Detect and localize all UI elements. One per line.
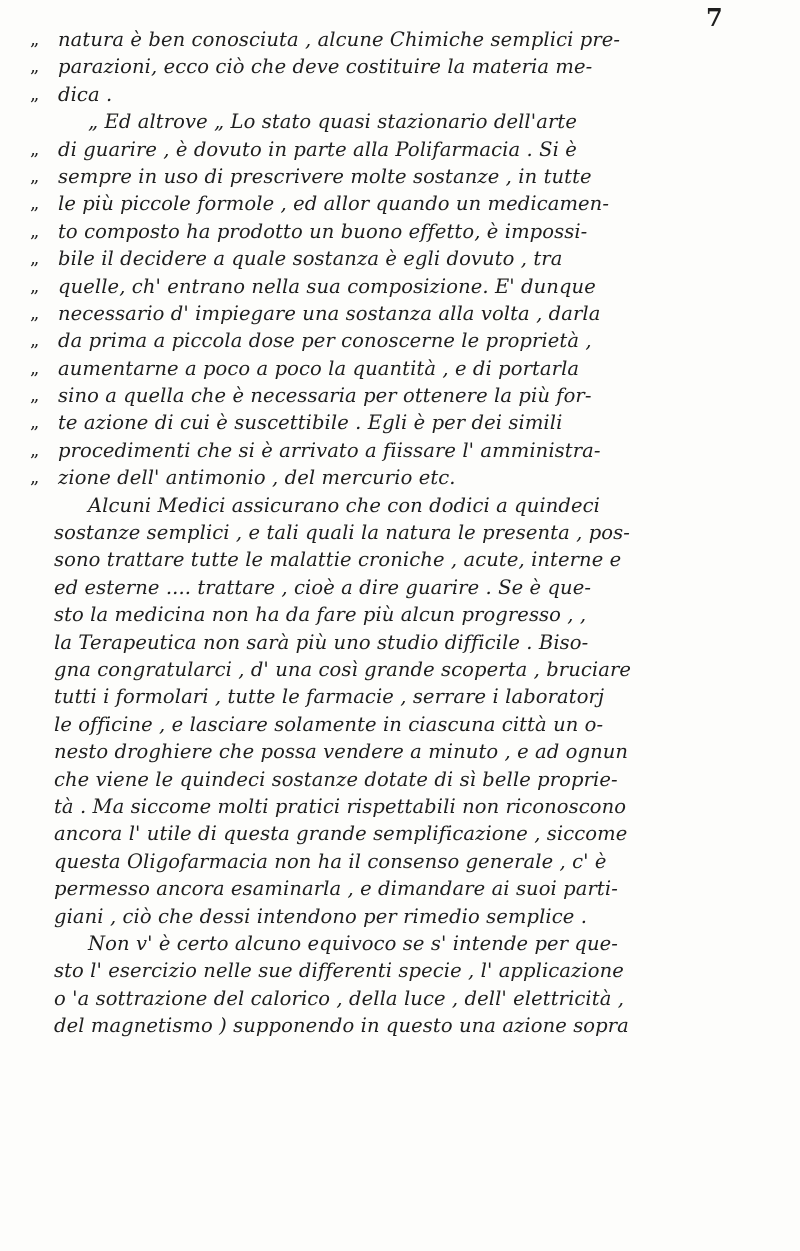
text-line: sostanze semplici , e tali quali la natura le presenta , pos- (54, 521, 630, 545)
text-line: del magnetismo ) supponendo in questo una azione sopra (54, 1014, 629, 1038)
quote-marker: „ (30, 357, 40, 379)
text-line: sto la medicina non ha da fare più alcun progresso , , (54, 603, 587, 627)
text-line: la Terapeutica non sarà più uno studio difficile . Biso- (54, 630, 589, 654)
quote-marker: „ (30, 385, 40, 407)
text-line: „ quelle, ch' entrano nella sua composizione. E' dunque (58, 273, 800, 300)
quote-marker: „ (30, 56, 40, 78)
text-line: gna congratularci , d' una così grande scoperta , bruciare (54, 657, 632, 681)
text-line: tutti i formolari , tutte le farmacie , serrare i laboratorj (54, 685, 605, 709)
text-line: permesso ancora esaminarla , e dimandare ai suoi parti- (54, 877, 618, 901)
text-line: „ te azione di cui è suscettibile . Egli è per dei simili (58, 409, 800, 436)
text-line: tà . Ma siccome molti pratici rispettabili non riconoscono (54, 794, 627, 818)
quote-marker: „ (30, 412, 40, 434)
text-line: „ Ed altrove „ Lo stato quasi stazionario dell'arte (88, 110, 577, 134)
quote-marker: „ (30, 220, 40, 242)
text-line: „ le più piccole formole , ed allor quando un medicamen- (58, 190, 800, 217)
text-line: sto l' esercizio nelle sue differenti specie , l' applicazione (54, 959, 624, 983)
text-line: „ natura è ben conosciuta , alcune Chimiche semplici pre- (58, 26, 800, 53)
text-line: sono trattare tutte le malattie croniche , acute, interne e (54, 548, 622, 572)
page-number: 7 (706, 3, 723, 32)
text-line: „ parazioni, ecco ciò che deve costituire la materia me- (58, 53, 800, 80)
text-line: „ zione dell' antimonio , del mercurio etc. (58, 464, 800, 491)
text-line: le officine , e lasciare solamente in ciascuna città un o- (54, 712, 604, 736)
text-line: „ sempre in uso di prescrivere molte sostanze , in tutte (58, 163, 800, 190)
text-line: che viene le quindeci sostanze dotate di sì belle proprie- (54, 767, 618, 791)
quote-marker: „ (30, 193, 40, 215)
text-line: questa Oligofarmacia non ha il consenso generale , c' è (54, 849, 607, 873)
text-line: „ to composto ha prodotto un buono effetto, è impossi- (58, 218, 800, 245)
text-line: „ di guarire , è dovuto in parte alla Polifarmacia . Si è (58, 136, 800, 163)
text-line: „ dica . (58, 81, 800, 108)
quote-marker: „ (30, 248, 40, 270)
text-line: ancora l' utile di questa grande semplificazione , siccome (54, 822, 628, 846)
text-line: „ aumentarne a poco a poco la quantità , e di portarla (58, 355, 800, 382)
text-line: „ da prima a piccola dose per conoscerne le proprietà , (58, 327, 800, 354)
text-line: nesto droghiere che possa vendere a minuto , e ad ognun (54, 740, 629, 764)
quote-marker: „ (30, 330, 40, 352)
quote-marker: „ (30, 275, 40, 297)
body-text (30, 26, 800, 1039)
text-line: „ bile il decidere a quale sostanza è egli dovuto , tra (58, 245, 800, 272)
text-line: „ sino a quella che è necessaria per ottenere la più for- (58, 382, 800, 409)
quote-marker: „ (30, 165, 40, 187)
paragraph-start-line: Non v' è certo alcuno equivoco se s' intende per que- (88, 931, 618, 955)
text-line: „ necessario d' impiegare una sostanza alla volta , darla (58, 300, 800, 327)
text-line: o 'a sottrazione del calorico , della luce , dell' elettricità , (54, 986, 625, 1010)
quote-marker: „ (30, 439, 40, 461)
quote-marker: „ (30, 467, 40, 489)
paragraph-start-line: Alcuni Medici assicurano che con dodici a quindeci (88, 493, 600, 517)
text-line: ed esterne .... trattare , cioè a dire guarire . Se è que- (54, 575, 592, 599)
quote-marker: „ (30, 138, 40, 160)
text-line: giani , ciò che dessi intendono per rimedio semplice . (54, 904, 588, 928)
quote-marker: „ (30, 29, 40, 50)
quote-marker: „ (30, 302, 40, 324)
text-line: „ procedimenti che si è arrivato a fiissare l' amministra- (58, 437, 800, 464)
quote-marker: „ (30, 83, 40, 105)
